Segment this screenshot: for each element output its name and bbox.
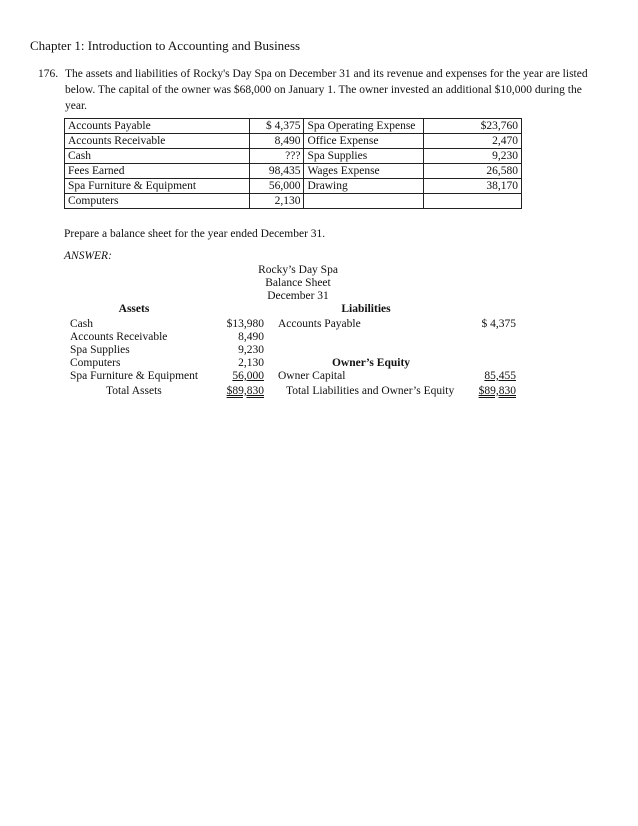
account-name: Spa Operating Expense: [304, 119, 424, 134]
liabilities-heading: Liabilities: [341, 303, 391, 315]
account-amount: 56,000: [249, 179, 304, 194]
company-name: Rocky’s Day Spa: [258, 264, 338, 276]
account-amount: 8,490: [249, 134, 304, 149]
account-amount: $ 4,375: [249, 119, 304, 134]
asset-amount: 9,230: [238, 344, 264, 356]
total-liab-equity-label: Total Liabilities and Owner’s Equity: [286, 385, 455, 397]
account-name: Cash: [65, 149, 250, 164]
account-name: Accounts Receivable: [65, 134, 250, 149]
account-amount: 38,170: [424, 179, 522, 194]
asset-label: Cash: [70, 318, 93, 330]
account-name: Drawing: [304, 179, 424, 194]
statement-title: Balance Sheet: [265, 277, 331, 289]
liability-label: Accounts Payable: [278, 318, 361, 330]
asset-amount: 8,490: [238, 331, 264, 343]
account-name: Fees Earned: [65, 164, 250, 179]
asset-label: Spa Furniture & Equipment: [70, 370, 199, 382]
table-row: [65, 179, 522, 194]
problem-number: 176.: [38, 68, 59, 80]
table-row: [65, 164, 522, 179]
account-amount: 2,130: [249, 194, 304, 209]
table-row: [65, 134, 522, 149]
table-row: [65, 149, 522, 164]
equity-label: Owner Capital: [278, 370, 346, 382]
asset-label: Accounts Receivable: [70, 331, 168, 343]
account-amount: 26,580: [424, 164, 522, 179]
asset-amount: 56,000: [232, 370, 264, 382]
total-assets-label: Total Assets: [106, 385, 162, 397]
table-row: [65, 119, 522, 134]
given-data-table: [64, 118, 522, 209]
asset-label: Computers: [70, 357, 121, 369]
table-row: [65, 194, 522, 209]
problem-text: The assets and liabilities of Rocky's Day Spa on December 31 and its revenue and expenses for the year are listed below. The capital of the owner was $68,000 on January 1. The owner invested an additional $10,000 during the year.: [65, 68, 588, 112]
account-name: Spa Furniture & Equipment: [65, 179, 250, 194]
asset-amount: $13,980: [226, 318, 264, 330]
account-amount: $23,760: [424, 119, 522, 134]
account-name: [304, 194, 424, 209]
statement-date: December 31: [267, 290, 329, 302]
equity-amount: 85,455: [484, 370, 516, 382]
account-name: Accounts Payable: [65, 119, 250, 134]
account-amount: 2,470: [424, 134, 522, 149]
account-name: Spa Supplies: [304, 149, 424, 164]
account-name: Office Expense: [304, 134, 424, 149]
liability-amount: $ 4,375: [481, 318, 516, 330]
account-amount: [424, 194, 522, 209]
account-name: Computers: [65, 194, 250, 209]
answer-label: ANSWER:: [64, 250, 112, 262]
account-amount: ???: [249, 149, 304, 164]
problem-statement: [38, 66, 598, 114]
question-prompt: Prepare a balance sheet for the year ended December 31.: [64, 228, 326, 240]
total-assets-amount: $89,830: [226, 385, 264, 397]
page-header: Chapter 1: Introduction to Accounting and Business: [30, 38, 301, 53]
account-name: Wages Expense: [304, 164, 424, 179]
account-amount: 9,230: [424, 149, 522, 164]
account-amount: 98,435: [249, 164, 304, 179]
asset-amount: 2,130: [238, 357, 264, 369]
asset-label: Spa Supplies: [70, 344, 130, 356]
equity-heading: Owner’s Equity: [331, 357, 411, 369]
total-liab-equity-amount: $89,830: [478, 385, 516, 397]
assets-heading: Assets: [118, 303, 150, 315]
